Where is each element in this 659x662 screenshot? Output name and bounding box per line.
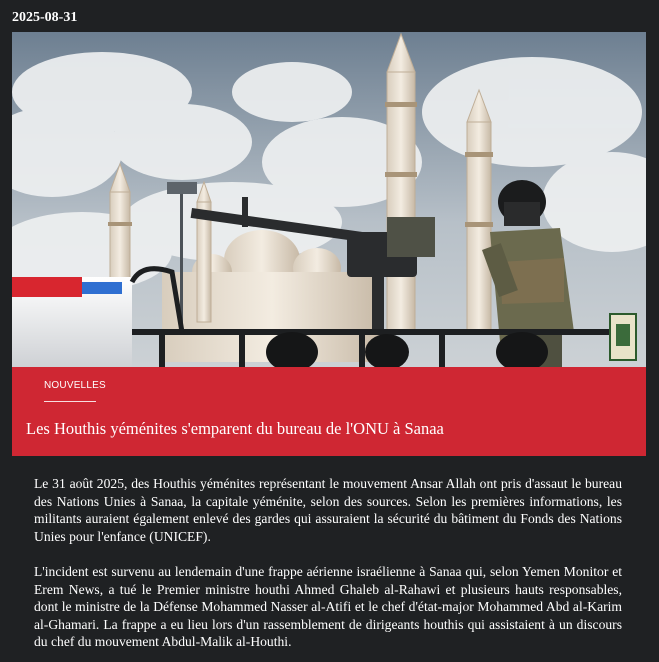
article-paragraph: L'incident est survenu au lendemain d'une frappe aérienne israélienne à Sanaa qui, selon Yemen Monitor et Erem News, a tué le Premier ministre houthi Ahmed Ghaleb al-Rahawi et plusieurs hauts responsables, dont le ministre de la Défense Mohammed Nasser al-Atifi et le chef d'état-major Mohammed Abd al-Karim al-Ghamari. La frappe a eu lieu lors d'un rassemblement de dirigeants houthis qui assistaient à un discours du chef du mouvement Abdul-Malik al-Houthi. (34, 564, 622, 649)
publish-date: 2025-08-31 (12, 10, 78, 25)
article-body (34, 475, 622, 662)
headline-banner[interactable] (12, 367, 646, 456)
category-divider (44, 401, 96, 402)
hero-image-card[interactable] (12, 32, 646, 456)
article-paragraph: Le 31 août 2025, des Houthis yéménites représentant le mouvement Ansar Allah ont pris d'assaut le bureau des Nations Unies à Sanaa, la capitale yéménite, selon des sources. Selon les premières informations, les militants auraient également enlevé des gardes qui assuraient la sécurité du bâtiment du Fonds des Nations Unies pour l'enfance (UNICEF). (34, 476, 622, 544)
article-headline[interactable]: Les Houthis yéménites s'emparent du bureau de l'ONU à Sanaa (26, 419, 444, 438)
category-label[interactable]: NOUVELLES (44, 380, 106, 391)
